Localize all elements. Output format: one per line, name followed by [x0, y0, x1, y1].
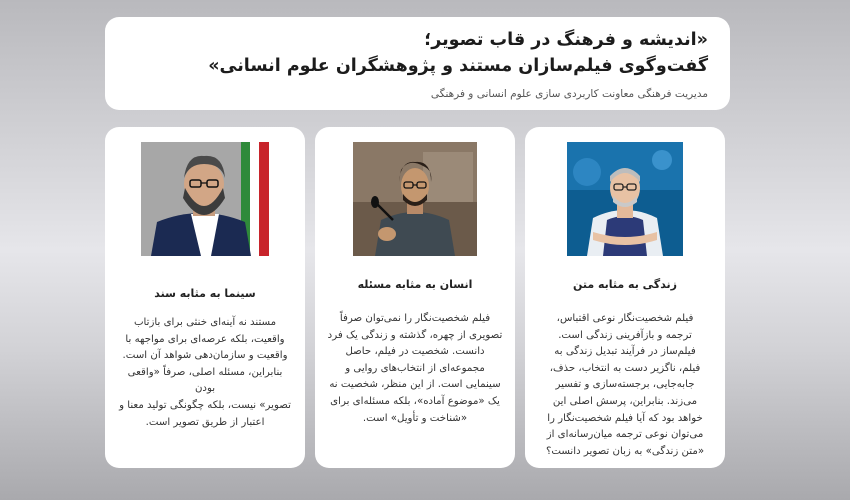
- speaker-photo-3: [141, 142, 269, 256]
- speaker-photo-1: [567, 142, 683, 256]
- event-title-line1: «اندیشه و فرهنگ در قاب تصویر؛: [424, 30, 708, 50]
- card-text: مستند نه آینه‌ای خنثی برای بازتاب واقعیت، بلکه عرصه‌ای برای مواجهه با واقعیت و سازمان‌دهی شواهد آن است. بنابراین، مسئله اصلی، صرفاً «واقعی بودن تصویر» نیست، بلکه چگونگی تولید معنا و اعتبار از طریق تصویر است.: [119, 317, 291, 428]
- event-title-line2: گفت‌وگوی فیلم‌سازان مستند و پژوهشگران علوم انسانی»: [208, 56, 708, 76]
- card-text: فیلم شخصیت‌نگار نوعی اقتباس، ترجمه و بازآفرینی زندگی است. فیلم‌ساز در فرآیند تبدیل زندگی به فیلم، ناگزیر دست به انتخاب، حذف، جابه‌جایی، برجسته‌سازی و تفسیر می‌زند. بنابراین، پرسش اصلی این خواهد بود که آیا فیلم شخصیت‌نگار را می‌توان نوعی ترجمه میان‌رسانه‌ای از «متن زندگی» به زبان تصویر دانست؟: [545, 313, 705, 457]
- speaker-photo-2: [353, 142, 477, 256]
- card-cinema-as-document: [105, 127, 305, 468]
- header-card: [105, 17, 730, 110]
- card-title: زندگی به مثابه متن: [572, 278, 678, 291]
- card-life-as-text: [525, 127, 725, 468]
- card-title: سینما به مثابه سند: [154, 287, 256, 300]
- event-subtitle: مدیریت فرهنگی معاونت کاربردی سازی علوم انسانی و فرهنگی: [430, 88, 708, 100]
- card-title: انسان به مثابه مسئله: [357, 278, 473, 291]
- card-text: فیلم شخصیت‌نگار را نمی‌توان صرفاً تصویری از چهره، گذشته و زندگی یک فرد دانست. شخصیت در فیلم، حاصل مجموعه‌ای از انتخاب‌های روایی و سینمایی است. از این منظر، شخصیت نه یک «موضوع آماده»، بلکه مسئله‌ای برای «شناخت و تأویل» است.: [327, 313, 503, 424]
- card-human-as-problem: [315, 127, 515, 468]
